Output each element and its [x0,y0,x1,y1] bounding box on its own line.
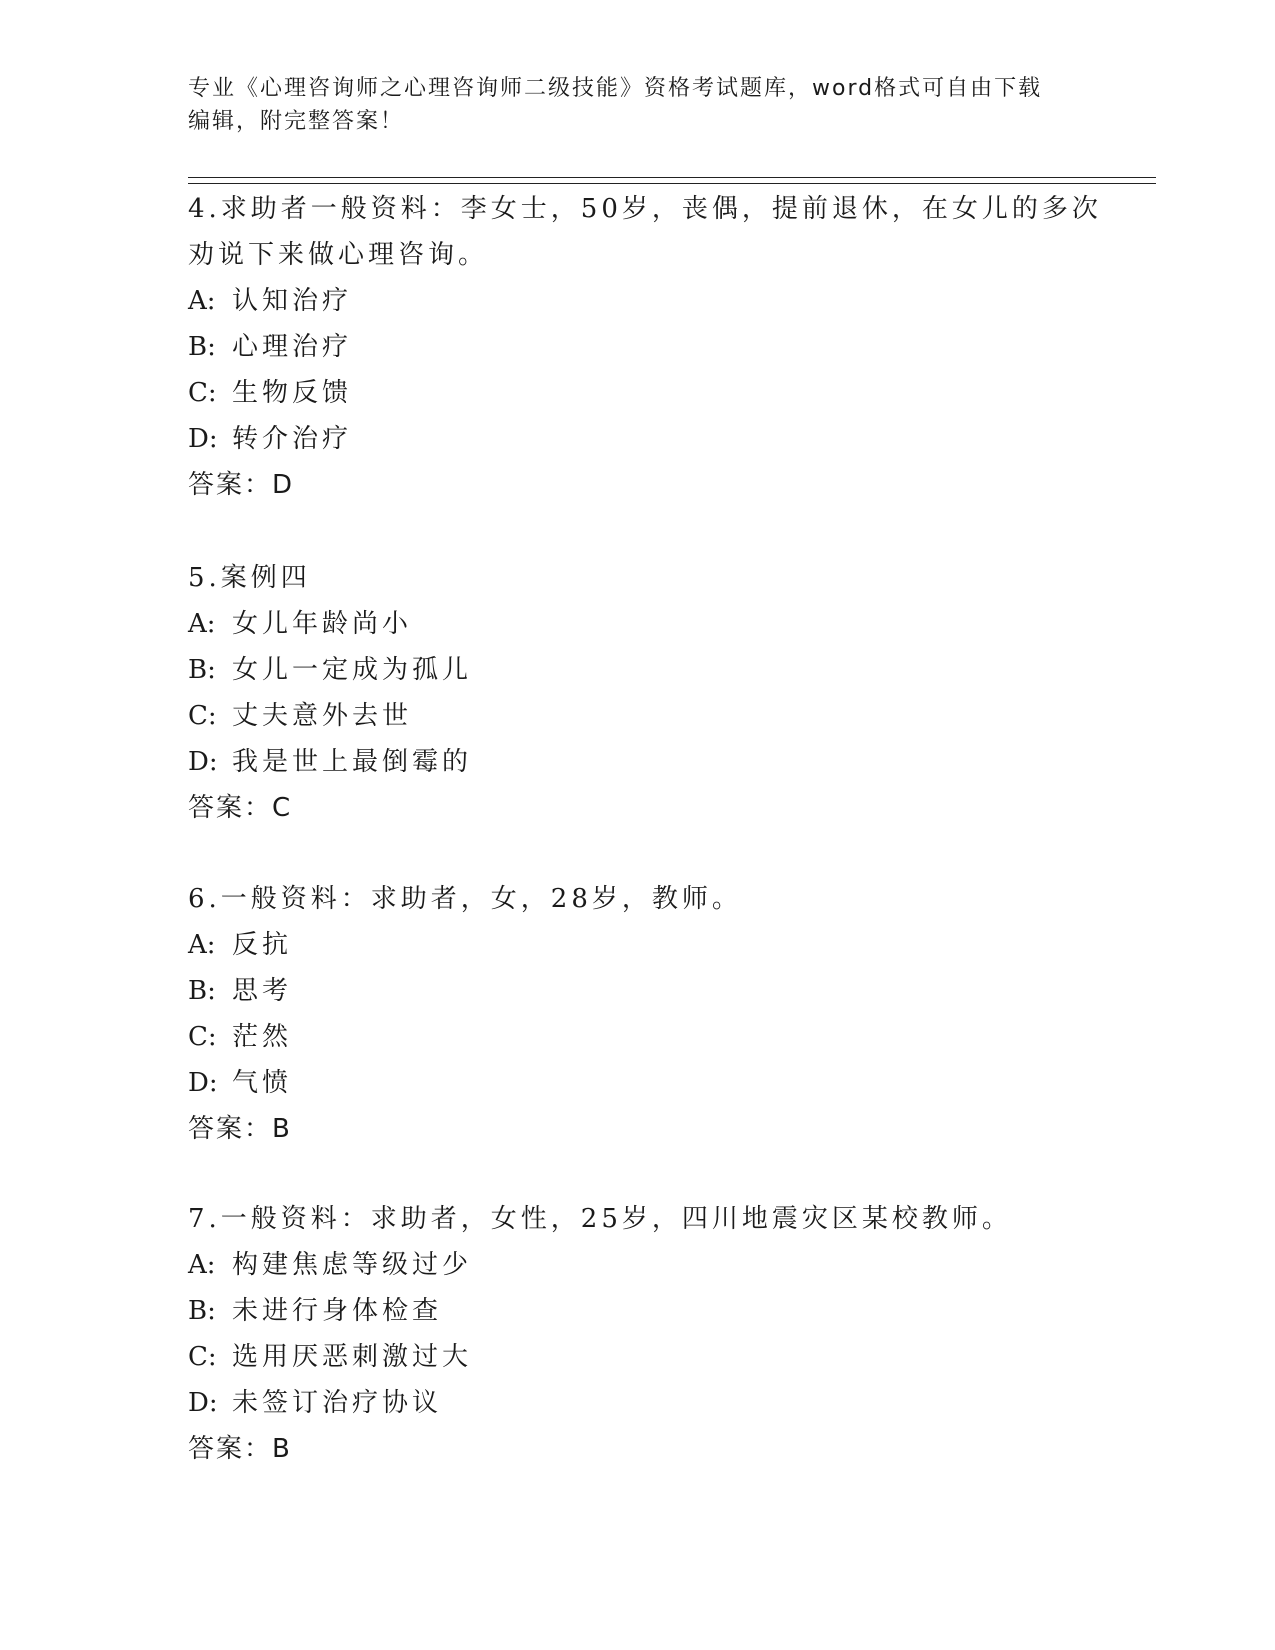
option-letter: C: [188,701,217,731]
option-d [188,1060,1088,1106]
option-b [188,1288,1088,1334]
document-header [188,72,1088,138]
option-text: 未签订治疗协议 [232,1388,443,1418]
option-letter: A: [188,930,216,960]
answer-line: 答案：D [188,470,295,500]
header-divider-top [188,177,1156,178]
question-stem: 6.一般资料：求助者，女，28岁，教师。 [188,884,742,914]
option-text: 反抗 [232,930,293,960]
option-letter: B: [188,655,216,685]
option-letter: A: [188,286,216,316]
option-letter: A: [188,1250,216,1280]
option-text: 转介治疗 [232,424,353,454]
option-letter: A: [188,609,216,639]
option-letter: C: [188,1342,217,1372]
option-text: 未进行身体检查 [232,1296,443,1326]
option-a [188,1242,1088,1288]
option-letter: C: [188,1022,217,1052]
option-c [188,1014,1088,1060]
option-d [188,739,1088,785]
option-text: 生物反馈 [232,378,353,408]
option-text: 认知治疗 [232,286,353,316]
option-text: 茫然 [232,1022,293,1052]
option-text: 心理治疗 [232,332,353,362]
header-line-1: 专业《心理咨询师之心理咨询师二级技能》资格考试题库，word格式可自由下载 [188,76,1043,101]
option-letter: C: [188,378,217,408]
option-c [188,693,1088,739]
answer-line: 答案：C [188,793,293,823]
option-letter: D: [188,1068,218,1098]
option-letter: D: [188,424,218,454]
option-c [188,1334,1088,1380]
question-4 [188,186,1102,508]
option-b [188,968,1088,1014]
option-a [188,922,1088,968]
question-5 [188,555,1088,831]
header-line-2: 编辑，附完整答案！ [188,109,405,134]
option-letter: B: [188,976,216,1006]
question-7 [188,1196,1088,1472]
question-stem: 7.一般资料：求助者，女性，25岁，四川地震灾区某校教师。 [188,1204,1012,1234]
option-text: 构建焦虑等级过少 [232,1250,473,1280]
option-letter: B: [188,1296,216,1326]
option-text: 丈夫意外去世 [232,701,413,731]
option-d [188,1380,1088,1426]
question-stem: 5.案例四 [188,563,311,593]
option-text: 气愤 [232,1068,293,1098]
question-stem: 4.求助者一般资料：李女士，50岁，丧偶，提前退休，在女儿的多次 [188,194,1102,224]
option-b [188,647,1088,693]
header-divider-bottom [188,183,1156,184]
option-text: 我是世上最倒霉的 [232,747,473,777]
option-text: 女儿年龄尚小 [232,609,413,639]
option-letter: B: [188,332,216,362]
option-b [188,324,1088,370]
answer-line: 答案：B [188,1434,292,1464]
question-stem-continued: 劝说下来做心理咨询。 [188,240,489,270]
option-c [188,370,1088,416]
question-6 [188,876,1088,1152]
option-d [188,416,1088,462]
option-a [188,601,1088,647]
option-letter: D: [188,1388,218,1418]
option-a [188,278,1088,324]
option-text: 女儿一定成为孤儿 [232,655,473,685]
option-text: 思考 [232,976,293,1006]
answer-line: 答案：B [188,1114,292,1144]
option-text: 选用厌恶刺激过大 [232,1342,473,1372]
option-letter: D: [188,747,218,777]
